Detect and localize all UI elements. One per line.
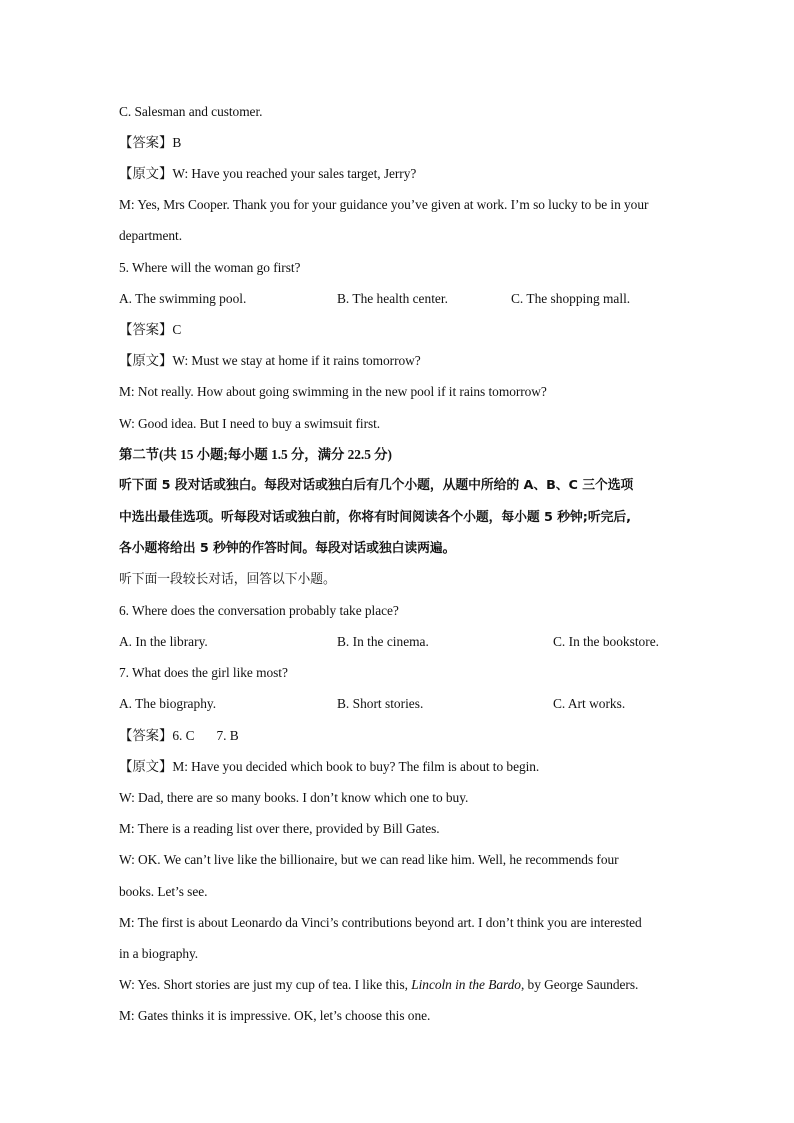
transcript-line: 【原文】W: Must we stay at home if it rains tomorrow? xyxy=(119,353,421,368)
instruction-line: 听下面 5 段对话或独白。每段对话或独白后有几个小题，从题中所给的 A、B、C 三个选项 xyxy=(119,478,634,493)
question-5: 5. Where will the woman go first? xyxy=(119,260,301,275)
answer-7: 7. B xyxy=(216,728,239,743)
transcript-line: books. Let’s see. xyxy=(119,884,208,899)
transcript-line: W: Dad, there are so many books. I don’t know which one to buy. xyxy=(119,790,469,805)
section-heading: 第二节(共 15 小题;每小题 1.5 分，满分 22.5 分) xyxy=(119,447,392,462)
q5-option-b: B. The health center. xyxy=(337,291,448,306)
q6-option-b: B. In the cinema. xyxy=(337,634,429,649)
answer-line: 【答案】B xyxy=(119,135,182,150)
q6-option-c: C. In the bookstore. xyxy=(553,634,659,649)
transcript-line: W: OK. We can’t live like the billionaire, but we can read like him. Well, he recommends four xyxy=(119,852,619,867)
transcript-line: M: Yes, Mrs Cooper. Thank you for your guidance you’ve given at work. I’m so lucky to be in your xyxy=(119,197,649,212)
answer-6: 【答案】6. C xyxy=(119,728,195,743)
q5-option-c: C. The shopping mall. xyxy=(511,291,631,306)
transcript-line: in a biography. xyxy=(119,946,199,961)
q7-option-a: A. The biography. xyxy=(119,696,217,711)
intro-line: 听下面一段较长对话，回答以下小题。 xyxy=(119,572,336,587)
transcript-text: W: Yes. Short stories are just my cup of tea. I like this, xyxy=(119,977,412,992)
transcript-line: 【原文】M: Have you decided which book to buy? The film is about to begin. xyxy=(119,759,540,774)
transcript-line: 【原文】W: Have you reached your sales target, Jerry? xyxy=(119,166,417,181)
question-6: 6. Where does the conversation probably take place? xyxy=(119,603,399,618)
transcript-line: M: Not really. How about going swimming in the new pool if it rains tomorrow? xyxy=(119,384,547,399)
answer-line: 【答案】C xyxy=(119,322,182,337)
transcript-line xyxy=(119,976,638,994)
transcript-text: , by George Saunders. xyxy=(520,977,639,992)
transcript-line: M: There is a reading list over there, provided by Bill Gates. xyxy=(119,821,440,836)
instruction-line: 中选出最佳选项。听每段对话或独白前，你将有时间阅读各个小题，每小题 5 秒钟;听完后, xyxy=(119,510,631,525)
instruction-line: 各小题将给出 5 秒钟的作答时间。每段对话或独白读两遍。 xyxy=(119,541,456,556)
question-7: 7. What does the girl like most? xyxy=(119,665,288,680)
q7-option-b: B. Short stories. xyxy=(337,696,424,711)
transcript-line: M: Gates thinks it is impressive. OK, let’s choose this one. xyxy=(119,1008,431,1023)
q6-option-a: A. In the library. xyxy=(119,634,208,649)
transcript-line: department. xyxy=(119,228,183,243)
q7-option-c: C. Art works. xyxy=(553,696,626,711)
transcript-line: M: The first is about Leonardo da Vinci’s contributions beyond art. I don’t think you are interested xyxy=(119,915,642,930)
book-title: Lincoln in the Bardo xyxy=(411,977,521,992)
q5-option-a: A. The swimming pool. xyxy=(119,291,247,306)
transcript-line: W: Good idea. But I need to buy a swimsuit first. xyxy=(119,416,381,431)
answer-line xyxy=(119,727,239,745)
option-c-line: C. Salesman and customer. xyxy=(119,104,263,119)
